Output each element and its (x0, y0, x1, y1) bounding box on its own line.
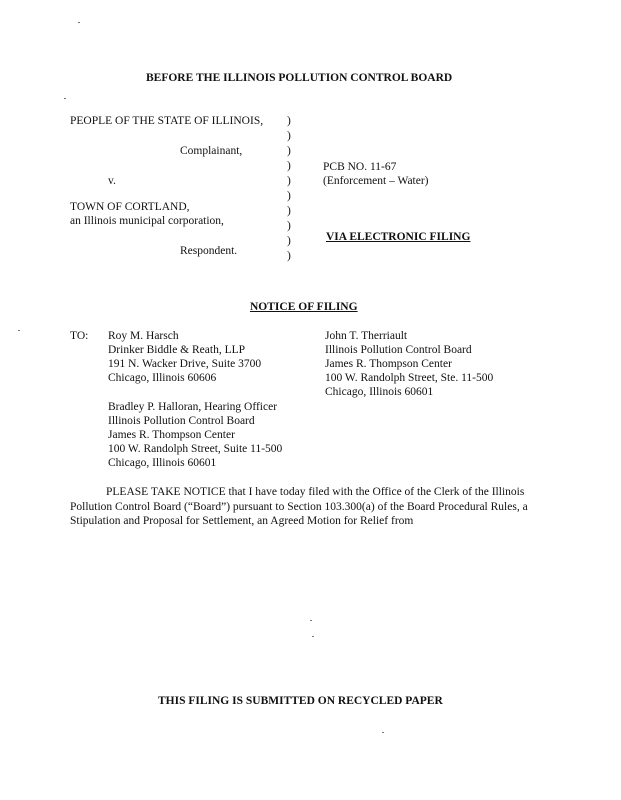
defendant-name: TOWN OF CORTLAND, (70, 201, 190, 213)
to-label: TO: (70, 330, 89, 342)
caption-paren: ) (287, 190, 291, 202)
filing-method: VIA ELECTRONIC FILING (326, 231, 471, 243)
address-line: James R. Thompson Center (325, 358, 452, 370)
case-number: PCB NO. 11-67 (323, 161, 397, 173)
recipient-block (325, 329, 493, 399)
caption-paren: ) (287, 205, 291, 217)
address-line: 100 W. Randolph Street, Ste. 11-500 (325, 372, 494, 384)
scan-speck (310, 620, 312, 621)
scan-speck (382, 732, 384, 733)
caption-paren: ) (287, 130, 291, 142)
board-heading: BEFORE THE ILLINOIS POLLUTION CONTROL BOARD (146, 72, 453, 84)
address-line: Illinois Pollution Control Board (325, 344, 472, 356)
address-line: Chicago, Illinois 60601 (108, 457, 217, 469)
respondent-label: Respondent. (180, 245, 238, 257)
plaintiff-name: PEOPLE OF THE STATE OF ILLINOIS, (70, 115, 264, 127)
address-line: Chicago, Illinois 60606 (108, 372, 217, 384)
scan-speck (78, 22, 80, 23)
case-type: (Enforcement – Water) (323, 175, 429, 187)
notice-heading: NOTICE OF FILING (250, 301, 358, 313)
address-line: 191 N. Wacker Drive, Suite 3700 (108, 358, 262, 370)
caption-paren-column (287, 114, 295, 264)
complainant-label: Complainant, (180, 145, 243, 157)
address-line: 100 W. Randolph Street, Suite 11-500 (108, 443, 283, 455)
caption-paren: ) (287, 235, 291, 247)
address-line: James R. Thompson Center (108, 429, 235, 441)
caption-paren: ) (287, 220, 291, 232)
recipient-block (108, 329, 261, 385)
scan-speck (64, 98, 66, 99)
scan-speck (312, 636, 314, 637)
defendant-description: an Illinois municipal corporation, (70, 215, 224, 227)
notice-paragraph: PLEASE TAKE NOTICE that I have today filed with the Office of the Clerk of the Illinois Pollution Control Board (“Board”) pursuant to Section 103.300(a) of the Board Procedural Rules, a Stipulation and Proposal for Settlement, an Agreed Motion for Relief from (70, 486, 528, 528)
address-line: Roy M. Harsch (108, 330, 179, 342)
caption-paren: ) (287, 175, 291, 187)
scan-speck (18, 330, 20, 331)
caption-paren: ) (287, 250, 291, 262)
versus-label: v. (108, 175, 116, 187)
address-line: John T. Therriault (325, 330, 408, 342)
address-line: Bradley P. Halloran, Hearing Officer (108, 401, 278, 413)
address-line: Chicago, Illinois 60601 (325, 386, 434, 398)
recipient-block (108, 400, 282, 470)
caption-paren: ) (287, 160, 291, 172)
caption-paren: ) (287, 115, 291, 127)
caption-paren: ) (287, 145, 291, 157)
recycled-paper-footer: THIS FILING IS SUBMITTED ON RECYCLED PAPER (158, 695, 443, 707)
address-line: Drinker Biddle & Reath, LLP (108, 344, 246, 356)
address-line: Illinois Pollution Control Board (108, 415, 255, 427)
